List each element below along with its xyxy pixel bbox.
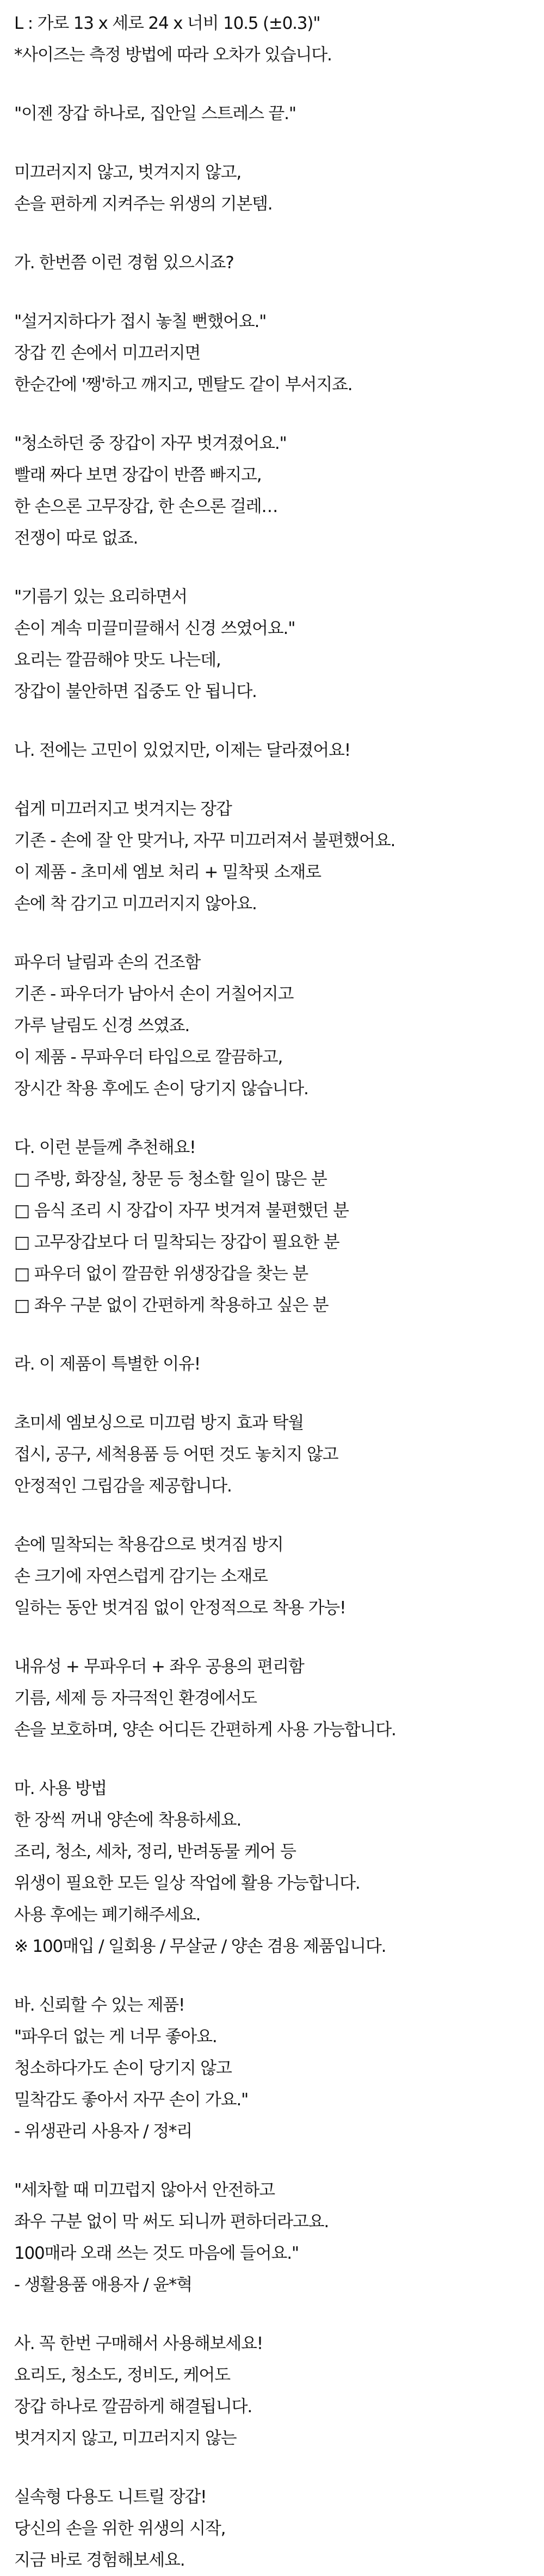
text-line: 청소하다가도 손이 당기지 않고 bbox=[14, 2059, 232, 2078]
text-line: 조리, 청소, 세차, 정리, 반려동물 케어 등 bbox=[14, 1842, 296, 1862]
text-line: 기존 - 파우더가 남아서 손이 거칠어지고 bbox=[14, 984, 294, 1004]
text-paragraph bbox=[14, 1529, 544, 1624]
text-line: 손을 보호하며, 양손 어디든 간편하게 사용 가능합니다. bbox=[14, 1720, 396, 1740]
text-line: - 생활용품 애용자 / 윤*혁 bbox=[14, 2275, 192, 2295]
text-line: 다. 이런 분들께 추천해요! bbox=[14, 1138, 196, 1157]
text-line: 사. 꼭 한번 구매해서 사용해보세요! bbox=[14, 2334, 263, 2353]
text-line: 가. 한번쯤 이런 경험 있으시죠? bbox=[14, 253, 234, 273]
text-line: 나. 전에는 고민이 있었지만, 이제는 달라졌어요! bbox=[14, 741, 350, 760]
text-line: "기름기 있는 요리하면서 bbox=[14, 587, 187, 607]
text-line: - 위생관리 사용자 / 정*리 bbox=[14, 2122, 192, 2141]
text-paragraph bbox=[14, 793, 544, 920]
text-paragraph bbox=[14, 2481, 544, 2576]
text-line: 내유성 + 무파우더 + 좌우 공용의 편리함 bbox=[14, 1657, 304, 1677]
text-line: 이 제품 - 무파우더 타입으로 깔끔하고, bbox=[14, 1047, 283, 1067]
text-line: 당신의 손을 위한 위생의 시작, bbox=[14, 2519, 226, 2538]
text-line: 장갑 하나로 깔끔하게 해결됩니다. bbox=[14, 2397, 252, 2417]
text-line: 손에 착 감기고 미끄러지지 않아요. bbox=[14, 894, 257, 914]
text-line: □ 고무장갑보다 더 밀착되는 장갑이 필요한 분 bbox=[14, 1232, 339, 1252]
text-line: 마. 사용 방법 bbox=[14, 1779, 107, 1798]
text-line: 장갑이 불안하면 집중도 안 됩니다. bbox=[14, 682, 257, 701]
text-line: 사용 후에는 폐기해주세요. bbox=[14, 1905, 201, 1925]
text-paragraph bbox=[14, 1651, 544, 1746]
text-line: "파우더 없는 게 너무 좋아요. bbox=[14, 2027, 217, 2047]
text-line: "설거지하다가 접시 놓칠 뻔했어요." bbox=[14, 312, 267, 331]
text-line: □ 파우더 없이 깔끔한 위생장갑을 찾는 분 bbox=[14, 1264, 308, 1284]
text-line: "청소하던 중 장갑이 자꾸 벗겨졌어요." bbox=[14, 434, 287, 453]
text-line: □ 음식 조리 시 장갑이 자꾸 벗겨져 불편했던 분 bbox=[14, 1201, 349, 1221]
text-line: 위생이 필요한 모든 일상 작업에 활용 가능합니다. bbox=[14, 1874, 360, 1893]
text-line: 장갑 낀 손에서 미끄러지면 bbox=[14, 343, 201, 363]
text-paragraph bbox=[14, 947, 544, 1105]
text-line: 한 장씩 꺼내 양손에 착용하세요. bbox=[14, 1810, 241, 1830]
text-line: 쉽게 미끄러지고 벗겨지는 장갑 bbox=[14, 799, 232, 819]
text-line: 좌우 구분 없이 막 써도 되니까 편하더라고요. bbox=[14, 2212, 329, 2232]
text-line: 빨래 짜다 보면 장갑이 반쯤 빠지고, bbox=[14, 465, 262, 485]
text-paragraph bbox=[14, 2328, 544, 2454]
text-line: 손을 편하게 지켜주는 위생의 기본템. bbox=[14, 194, 273, 214]
text-line: 요리도, 청소도, 정비도, 케어도 bbox=[14, 2365, 230, 2385]
text-paragraph bbox=[14, 1132, 544, 1321]
text-line: "세차할 때 미끄럽지 않아서 안전하고 bbox=[14, 2180, 275, 2200]
text-line: 실속형 다용도 니트릴 장갑! bbox=[14, 2487, 207, 2507]
text-line: □ 주방, 화장실, 창문 등 청소할 일이 많은 분 bbox=[14, 1169, 327, 1189]
text-line: 미끄러지지 않고, 벗겨지지 않고, bbox=[14, 163, 241, 182]
text-line: 파우더 날림과 손의 건조함 bbox=[14, 953, 201, 972]
text-line: ※ 100매입 / 일회용 / 무살균 / 양손 겸용 제품입니다. bbox=[14, 1937, 386, 1956]
text-line: 기존 - 손에 잘 안 맞거나, 자꾸 미끄러져서 불편했어요. bbox=[14, 831, 395, 851]
text-line: 일하는 동안 벗겨짐 없이 안정적으로 착용 가능! bbox=[14, 1598, 346, 1618]
text-line: 지금 바로 경험해보세요. bbox=[14, 2550, 185, 2570]
text-line: 이 제품 - 초미세 엠보 처리 + 밀착핏 소재로 bbox=[14, 862, 321, 882]
text-paragraph bbox=[14, 735, 544, 766]
text-line: 손이 계속 미끌미끌해서 신경 쓰였어요." bbox=[14, 619, 295, 638]
text-line: 손 크기에 자연스럽게 감기는 소재로 bbox=[14, 1567, 268, 1586]
text-line: 전쟁이 따로 없죠. bbox=[14, 528, 138, 548]
text-paragraph bbox=[14, 98, 544, 130]
text-paragraph bbox=[14, 306, 544, 400]
text-paragraph bbox=[14, 247, 544, 279]
text-line: 바. 신뢰할 수 있는 제품! bbox=[14, 1995, 185, 2015]
text-paragraph bbox=[14, 1989, 544, 2147]
text-line: *사이즈는 측정 방법에 따라 오차가 있습니다. bbox=[14, 45, 332, 65]
text-line: 가루 날림도 신경 쓰였죠. bbox=[14, 1016, 190, 1036]
text-line: 초미세 엠보싱으로 미끄럼 방지 효과 탁월 bbox=[14, 1413, 304, 1433]
text-line: L : 가로 13 x 세로 24 x 너비 10.5 (±0.3)" bbox=[14, 14, 320, 33]
text-line: 한순간에 '쨍'하고 깨지고, 멘탈도 같이 부서지죠. bbox=[14, 375, 353, 395]
text-line: 기름, 세제 등 자극적인 환경에서도 bbox=[14, 1688, 257, 1708]
text-line: 한 손으론 고무장갑, 한 손으론 걸레… bbox=[14, 497, 278, 516]
text-paragraph bbox=[14, 428, 544, 554]
text-line: 접시, 공구, 세척용품 등 어떤 것도 놓치지 않고 bbox=[14, 1445, 338, 1464]
text-line: 벗겨지지 않고, 미끄러지지 않는 bbox=[14, 2429, 237, 2448]
text-paragraph bbox=[14, 8, 544, 71]
text-paragraph bbox=[14, 1407, 544, 1502]
text-line: 손에 밀착되는 착용감으로 벗겨짐 방지 bbox=[14, 1535, 283, 1555]
text-line: 안정적인 그립감을 제공합니다. bbox=[14, 1476, 232, 1496]
text-paragraph bbox=[14, 1773, 544, 1962]
text-line: 장시간 착용 후에도 손이 당기지 않습니다. bbox=[14, 1079, 308, 1099]
text-line: 요리는 깔끔해야 맛도 나는데, bbox=[14, 650, 221, 670]
text-paragraph bbox=[14, 157, 544, 220]
text-line: 라. 이 제품이 특별한 이유! bbox=[14, 1354, 200, 1374]
text-paragraph bbox=[14, 2174, 544, 2301]
text-paragraph bbox=[14, 581, 544, 707]
text-line: □ 좌우 구분 없이 간편하게 착용하고 싶은 분 bbox=[14, 1296, 329, 1315]
text-line: 100매라 오래 쓰는 것도 마음에 들어요." bbox=[14, 2244, 299, 2263]
text-paragraph bbox=[14, 1348, 544, 1380]
text-line: "이젠 장갑 하나로, 집안일 스트레스 끝." bbox=[14, 104, 296, 124]
text-line: 밀착감도 좋아서 자꾸 손이 가요." bbox=[14, 2090, 249, 2110]
